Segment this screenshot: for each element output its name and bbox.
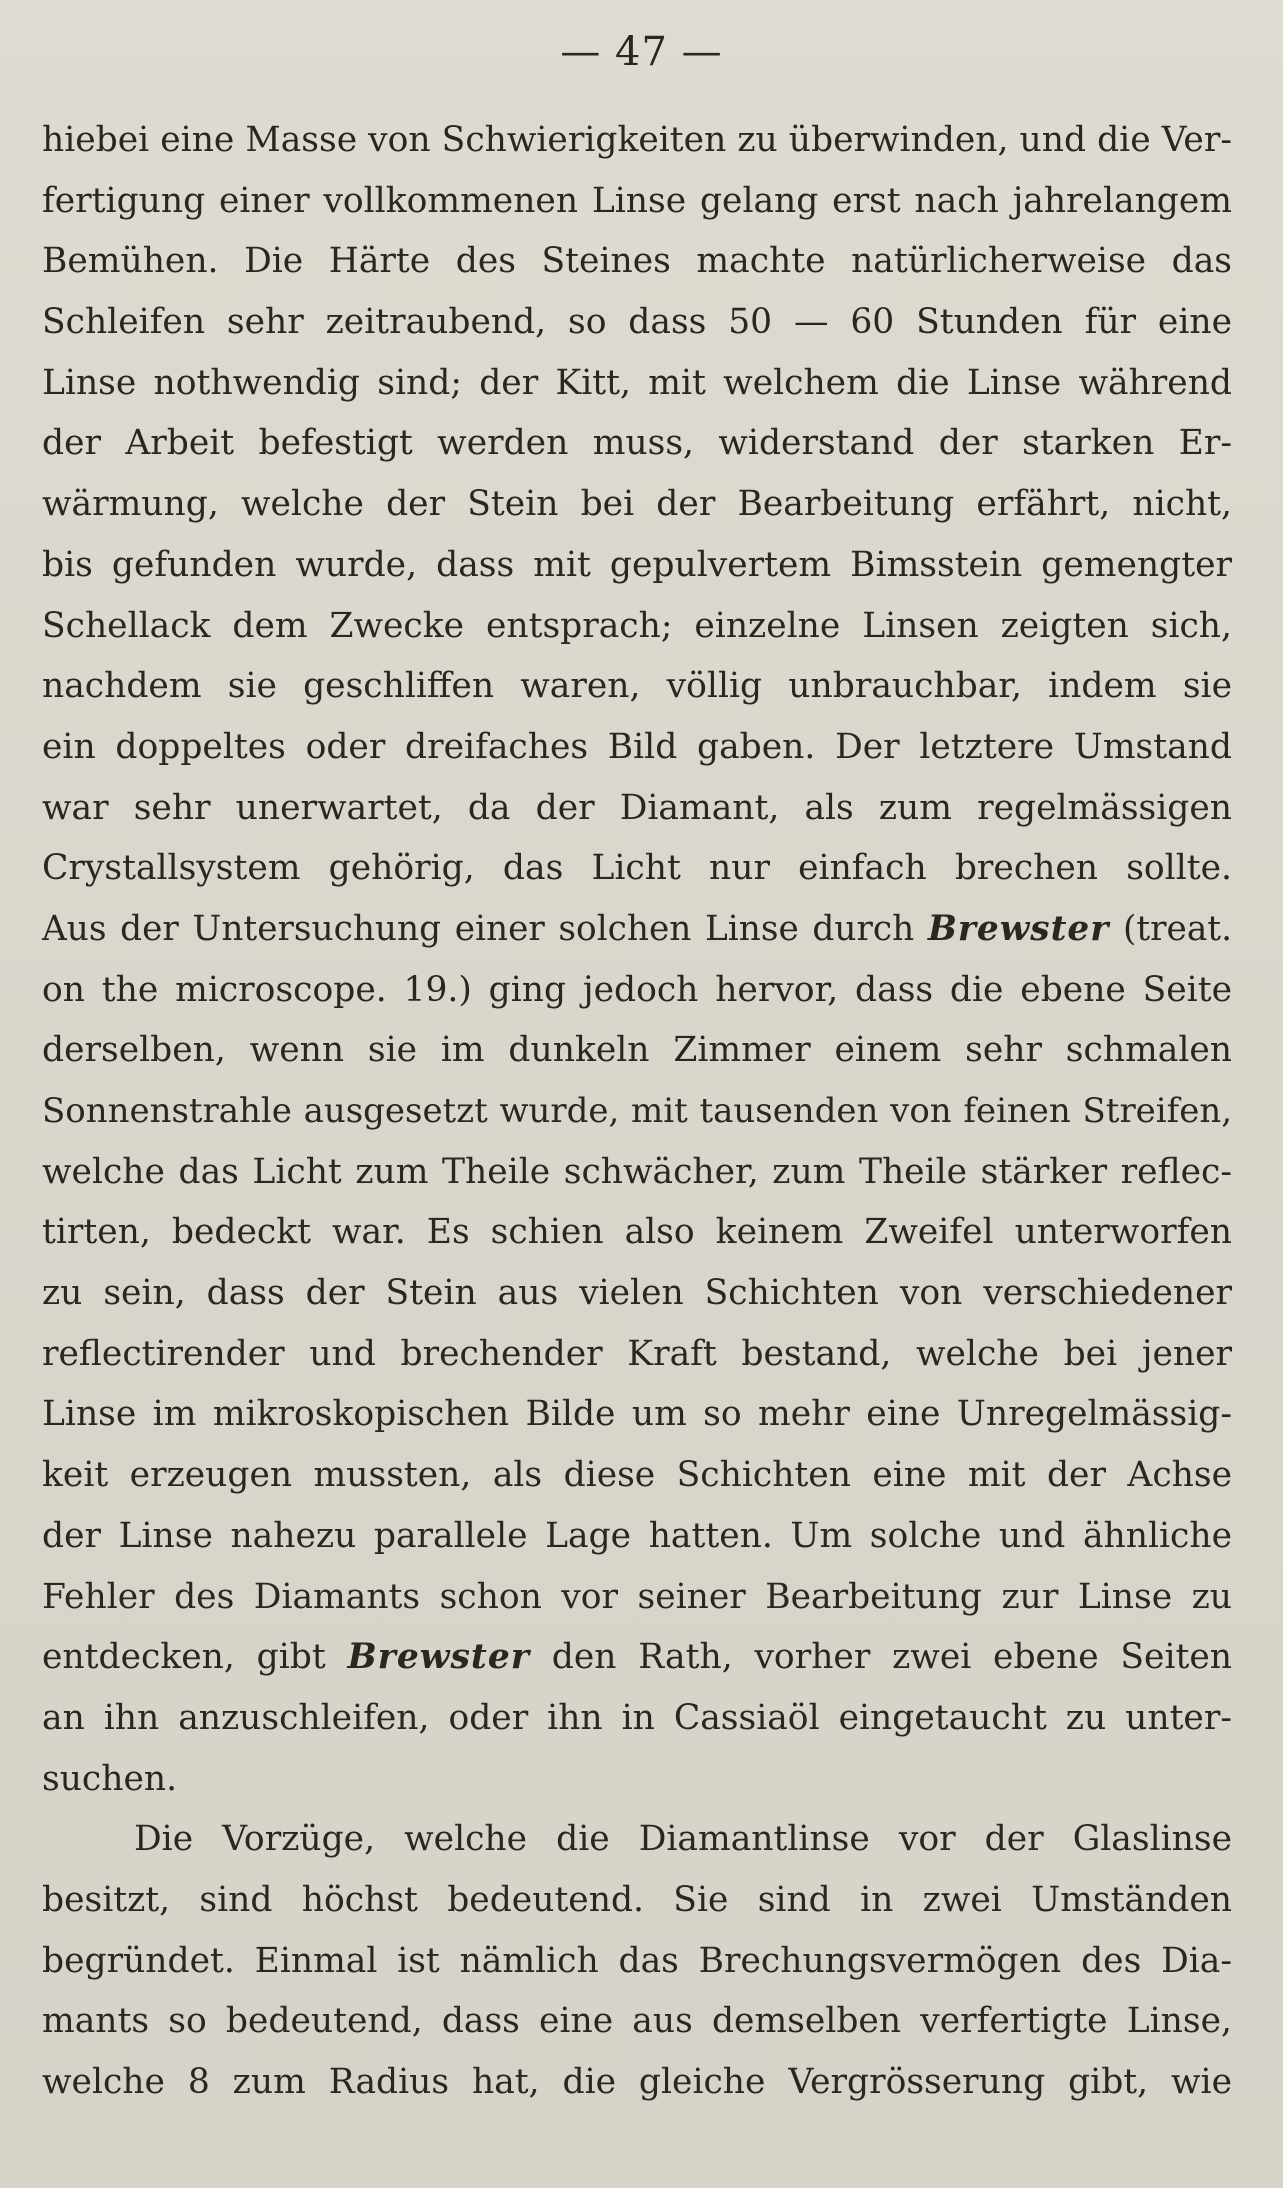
author-name-brewster: Brewster <box>347 1637 530 1678</box>
text-segment: (treat. <box>1109 908 1232 949</box>
text-line: keit erzeugen mussten, als diese Schichten eine mit der Achse <box>42 1455 1232 1496</box>
text-segment: entdecken, gibt <box>42 1637 348 1678</box>
page-number: — 47 — <box>560 29 723 75</box>
text-line <box>42 1627 1232 1688</box>
text-line: Crystallsystem gehörig, das Licht nur einfach brechen sollte. <box>42 848 1232 889</box>
text-line: begründet. Einmal ist nämlich das Brechungsvermögen des Dia- <box>42 1940 1232 1981</box>
text-line: der Linse nahezu parallele Lage hatten. Um solche und ähnliche <box>42 1515 1232 1556</box>
text-line: nachdem sie geschliffen waren, völlig unbrauchbar, indem sie <box>42 666 1232 707</box>
text-line: Fehler des Diamants schon vor seiner Bearbeitung zur Linse zu <box>42 1576 1232 1617</box>
paragraph-2 <box>42 1809 1232 2112</box>
text-line: Sonnenstrahle ausgesetzt wurde, mit tausenden von feinen Streifen, <box>42 1091 1232 1131</box>
text-line: tirten, bedeckt war. Es schien also keinem Zweifel unterworfen <box>42 1212 1232 1253</box>
text-line <box>42 899 1232 960</box>
page-body <box>42 110 1232 2113</box>
text-line: wärmung, welche der Stein bei der Bearbeitung erfährt, nicht, <box>42 484 1232 525</box>
text-line: Bemühen. Die Härte des Steines machte natürlicherweise das <box>42 241 1232 282</box>
text-line: war sehr unerwartet, da der Diamant, als zum regelmässigen <box>42 787 1232 828</box>
text-line: Die Vorzüge, welche die Diamantlinse vor der Glaslinse <box>134 1819 1232 1860</box>
text-segment: den Rath, vorher zwei ebene Seiten <box>529 1637 1232 1678</box>
text-line: bis gefunden wurde, dass mit gepulvertem Bimsstein gemengter <box>42 544 1232 585</box>
text-line: ein doppeltes oder dreifaches Bild gaben. Der letztere Umstand <box>42 726 1232 767</box>
text-line: welche das Licht zum Theile schwächer, zum Theile stärker reflec- <box>42 1151 1232 1192</box>
text-line: besitzt, sind höchst bedeutend. Sie sind in zwei Umständen <box>42 1879 1232 1920</box>
text-line: welche 8 zum Radius hat, die gleiche Vergrösserung gibt, wie <box>42 2062 1232 2102</box>
text-line: zu sein, dass der Stein aus vielen Schichten von verschiedener <box>42 1273 1232 1314</box>
text-line: der Arbeit befestigt werden muss, widerstand der starken Er- <box>42 423 1232 464</box>
text-line: Schleifen sehr zeitraubend, so dass 50 — 60 Stunden für eine <box>42 302 1232 343</box>
text-line: an ihn anzuschleifen, oder ihn in Cassiaöl eingetaucht zu unter- <box>42 1697 1232 1738</box>
text-line: derselben, wenn sie im dunkeln Zimmer einem sehr schmalen <box>42 1030 1232 1071</box>
text-line: reflectirender und brechender Kraft bestand, welche bei jener <box>42 1333 1232 1374</box>
text-line: Linse im mikroskopischen Bilde um so mehr eine Unregelmässig- <box>42 1394 1232 1435</box>
text-line: Schellack dem Zwecke entsprach; einzelne Linsen zeigten sich, <box>42 605 1232 646</box>
paragraph-1 <box>42 110 1232 1809</box>
text-line: mants so bedeutend, dass eine aus demselben verfertigte Linse, <box>42 2001 1232 2042</box>
text-line: on the microscope. 19.) ging jedoch hervor, dass die ebene Seite <box>42 969 1232 1010</box>
text-line: hiebei eine Masse von Schwierigkeiten zu überwinden, und die Ver- <box>42 120 1232 160</box>
author-name-brewster: Brewster <box>927 908 1110 949</box>
text-line: Linse nothwendig sind; der Kitt, mit welchem die Linse während <box>42 362 1232 403</box>
text-line: fertigung einer vollkommenen Linse gelang erst nach jahrelangem <box>42 180 1232 221</box>
text-line: suchen. <box>42 1758 178 1799</box>
text-segment: Aus der Untersuchung einer solchen Linse durch <box>42 908 928 949</box>
